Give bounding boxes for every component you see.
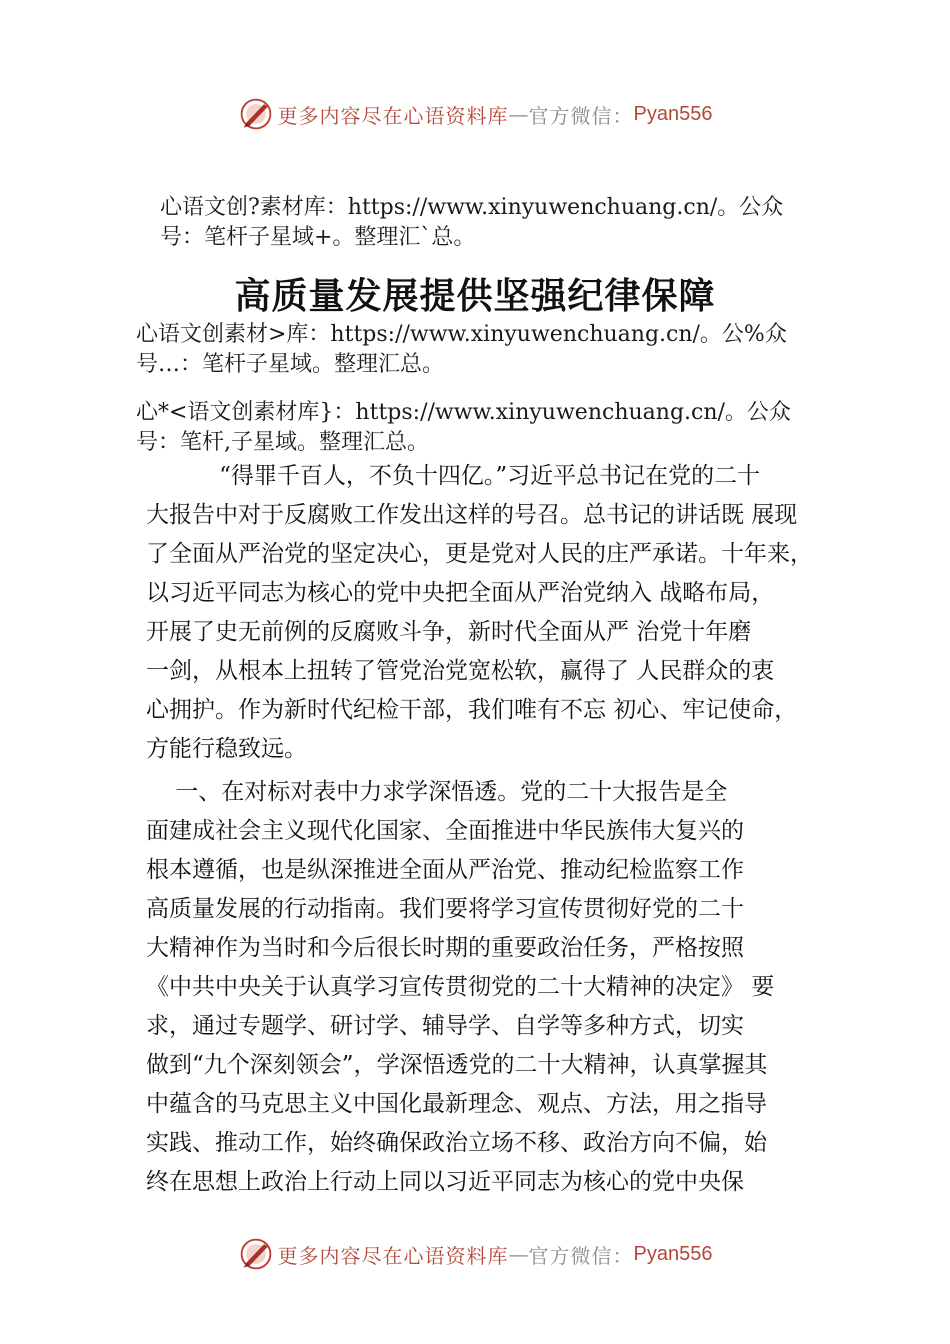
source-note-line: 心*<语文创素材库}：https://www.xinyuwenchuang.cn/。公众: [136, 400, 791, 425]
paragraph-line: 高质量发展的行动指南。我们要将学习宣传贯彻好党的二十: [146, 896, 744, 922]
footer-watermark-banner: [0, 1234, 950, 1274]
body-paragraph: [146, 773, 774, 1202]
banner-wechat-label: 官方微信：: [528, 103, 634, 128]
paragraph-line: 开展了史无前例的反腐败斗争，新时代全面从严 治党十年磨: [146, 619, 752, 645]
source-note-line: 号：笔杆子星域+。整理汇`总。: [160, 225, 476, 250]
paragraph-line: 终在思想上政治上行动上同以习近平同志为核心的党中央保: [146, 1169, 744, 1195]
banner-separator: —: [508, 1242, 529, 1266]
paragraph-line: 方能行稳致远。: [146, 736, 307, 762]
paragraph-line: 《中共中央关于认真学习宣传贯彻党的二十大精神的决定》 要: [146, 974, 775, 1000]
source-note-line: 号…：笔杆子星域。整理汇总。: [136, 352, 445, 377]
pen-seal-logo-icon: [238, 1236, 274, 1272]
source-note: [136, 320, 787, 380]
paragraph-line: 实践、推动工作，始终确保政治立场不移、政治方向不偏，始: [146, 1130, 767, 1156]
banner-wechat-id: Pyan556: [633, 102, 713, 125]
banner-text: 更多内容尽在心语资料库: [277, 103, 509, 128]
paragraph-line: 了全面从严治党的坚定决心，更是党对人民的庄严承诺。十年来，: [146, 541, 813, 567]
header-watermark-banner: [0, 94, 950, 134]
paragraph-line: 大报告中对于反腐败工作发出这样的号召。总书记的讲话既 展现: [146, 502, 798, 528]
banner-separator: —: [508, 102, 529, 126]
paragraph-line: 以习近平同志为核心的党中央把全面从严治党纳入 战略布局，: [146, 580, 775, 606]
paragraph-line: 一剑，从根本上扭转了管党治党宽松软，赢得了 人民群众的衷: [146, 658, 775, 684]
body-paragraph: [146, 457, 813, 769]
banner-wechat-id: Pyan556: [633, 1242, 713, 1265]
paragraph-line: 大精神作为当时和今后很长时期的重要政治任务，严格按照: [146, 935, 744, 961]
paragraph-line: 心拥护。作为新时代纪检干部，我们唯有不忘 初心、牢记使命，: [146, 697, 798, 723]
paragraph-line: 根本遵循，也是纵深推进全面从严治党、推动纪检监察工作: [146, 857, 744, 883]
source-note: [136, 398, 791, 458]
source-note-line: 号：笔杆,子星域。整理汇总。: [136, 430, 429, 455]
paragraph-line: 求，通过专题学、研讨学、辅导学、自学等多种方式，切实: [146, 1013, 744, 1039]
source-note: [160, 193, 783, 253]
paragraph-line: 一、在对标对表中力求学深悟透。党的二十大报告是全: [146, 779, 728, 805]
document-title: 高质量发展提供坚强纪律保障: [234, 275, 716, 317]
source-note-line: 心语文创?素材库：https://www.xinyuwenchuang.cn/。公众: [160, 195, 784, 220]
banner-wechat-label: 官方微信：: [528, 1243, 634, 1268]
paragraph-line: 面建成社会主义现代化国家、全面推进中华民族伟大复兴的: [146, 818, 744, 844]
pen-seal-logo-icon: [238, 96, 274, 132]
paragraph-line: “得罪千百人，不负十四亿。”习近平总书记在党的二十: [146, 463, 761, 489]
paragraph-line: 中蕴含的马克思主义中国化最新理念、观点、方法，用之指导: [146, 1091, 767, 1117]
source-note-line: 心语文创素材>库：https://www.xinyuwenchuang.cn/。公%众: [136, 322, 787, 347]
banner-text: 更多内容尽在心语资料库: [277, 1243, 509, 1268]
paragraph-line: 做到“九个深刻领会”，学深悟透党的二十大精神，认真掌握其: [146, 1052, 768, 1078]
